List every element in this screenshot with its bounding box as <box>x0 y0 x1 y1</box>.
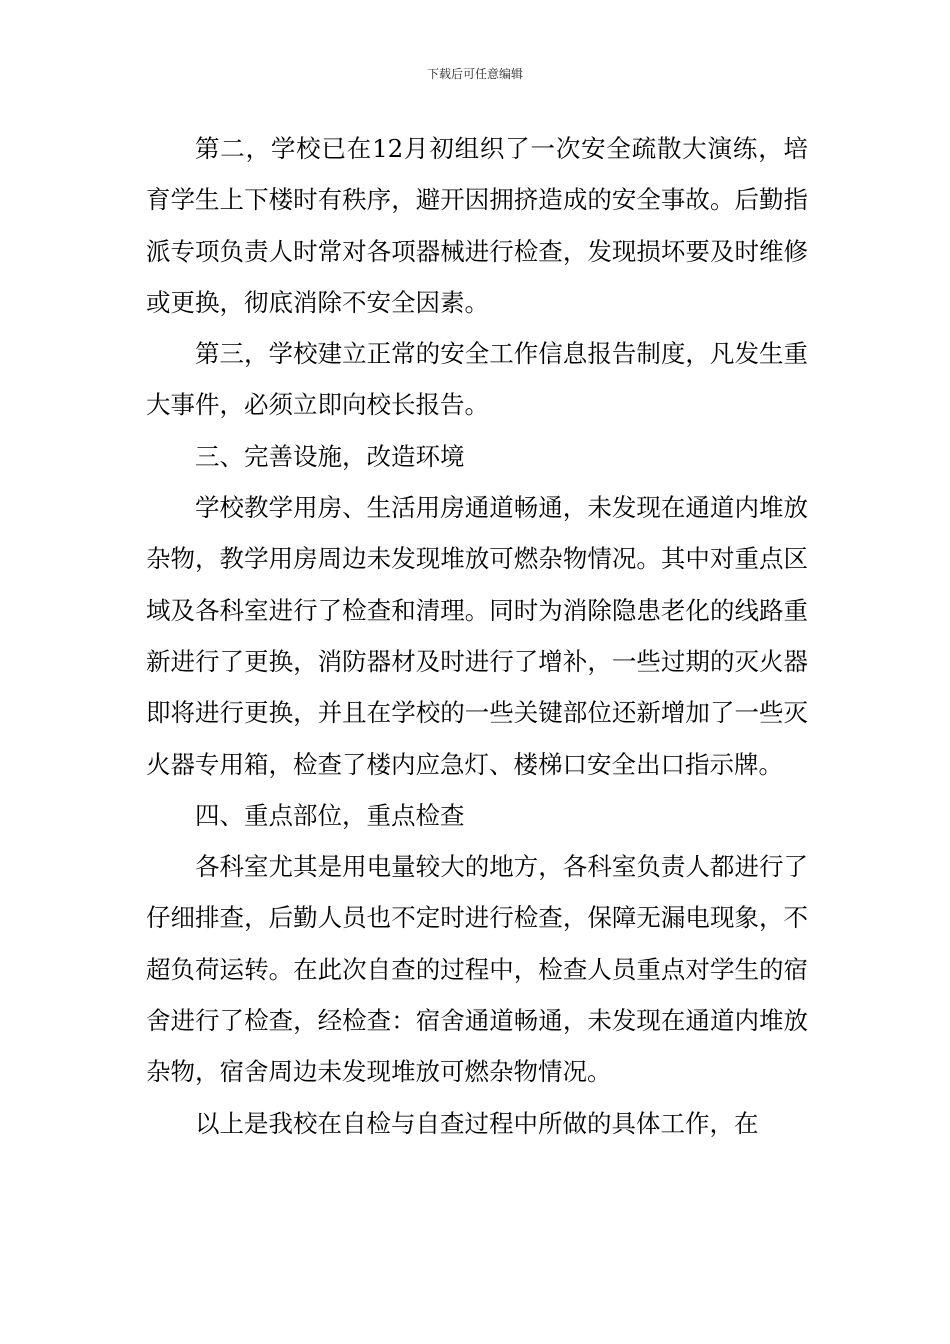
paragraph-key-areas: 各科室尤其是用电量较大的地方，各科室负责人都进行了仔细排查，后勤人员也不定时进行检查，保障无漏电现象，不超负荷运转。在此次自查的过程中，检查人员重点对学生的宿舍进行了检查，经检查：宿舍通道畅通，未发现在通道内堆放杂物，宿舍周边未发现堆放可燃杂物情况。 <box>146 852 808 1087</box>
paragraph-drill: 第二，学校已在12月初组织了一次安全疏散大演练，培育学生上下楼时有秩序，避开因拥挤造成的安全事故。后勤指派专项负责人时常对各项器械进行检查，发现损坏要及时维修或更换，彻底消除不安全因素。 <box>146 134 808 317</box>
paragraph-summary: 以上是我校在自检与自查过程中所做的具体工作，在 <box>195 1108 759 1138</box>
document-body <box>146 123 808 1149</box>
paragraph-facilities: 学校教学用房、生活用房通道畅通，未发现在通道内堆放杂物，教学用房周边未发现堆放可燃杂物情况。其中对重点区域及各科室进行了检查和清理。同时为消除隐患老化的线路重新进行了更换，消防器材及时进行了增补，一些过期的灭火器即将进行更换，并且在学校的一些关键部位还新增加了一些灭火器专用箱，检查了楼内应急灯、楼梯口安全出口指示牌。 <box>146 493 808 779</box>
section-heading-key-areas: 四、重点部位，重点检查 <box>195 800 465 830</box>
page-header: 下载后可任意编辑 <box>426 67 523 81</box>
section-heading-facilities: 三、完善设施，改造环境 <box>195 441 465 471</box>
paragraph-reporting: 第三，学校建立正常的安全工作信息报告制度，凡发生重大事件，必须立即向校长报告。 <box>146 339 808 420</box>
